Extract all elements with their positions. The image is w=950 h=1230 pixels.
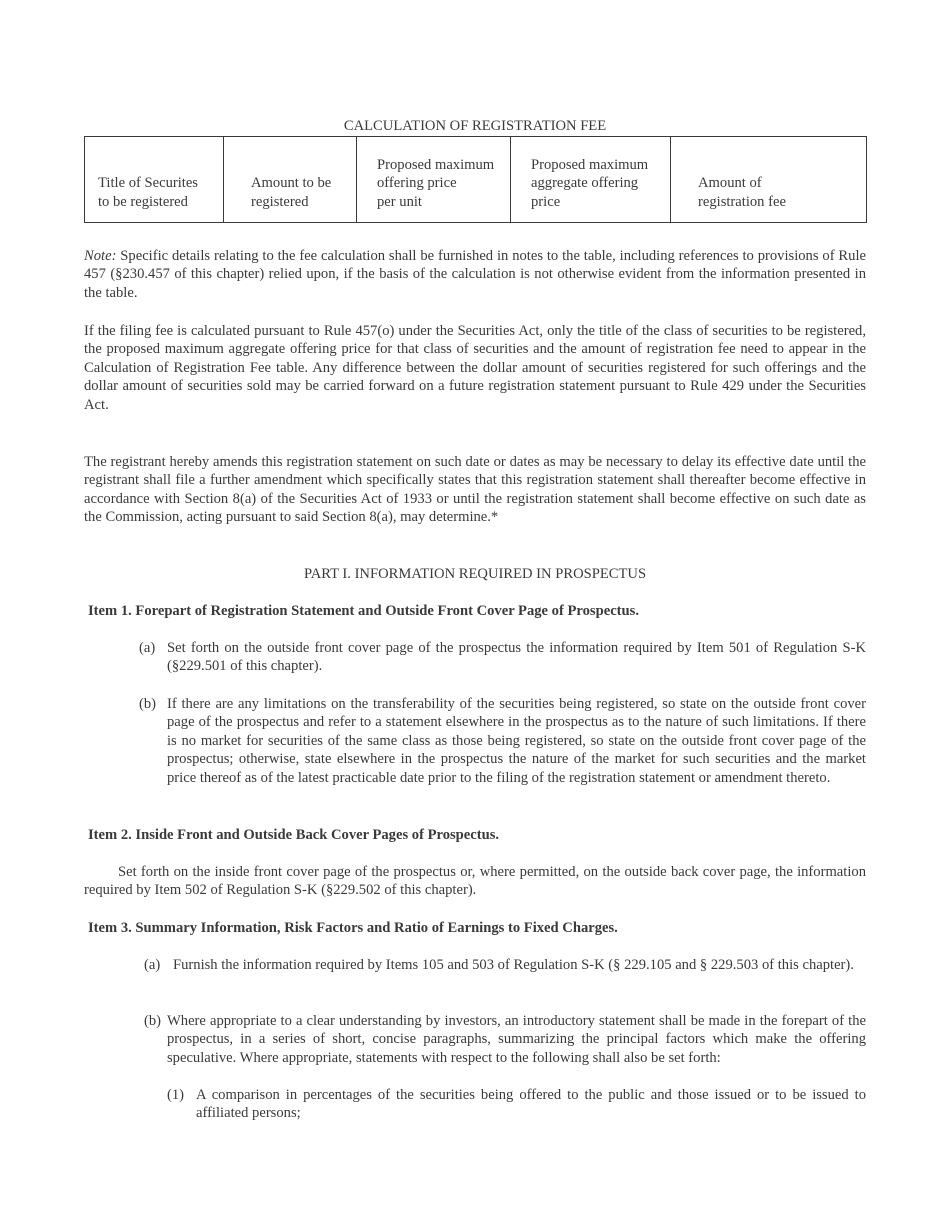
table-header-row (85, 137, 867, 223)
item3-a-text: Furnish the information required by Items 105 and 503 of Regulation S-K (§ 229.105 and § 229.503 of this chapter). (173, 957, 854, 973)
item2-heading: Item 2. Inside Front and Outside Back Cover Pages of Prospectus. (88, 827, 500, 843)
item1-b (84, 695, 866, 810)
item1-b-text: If there are any limitations on the transferability of the securities being registered, so state on the outside front cover page of the prospectus and refer to a statement elsewhere in the prospectus as to the nature of such limitations. If there is no market for securities of the same class as those being registered, so state on the outside front cover page of the prospectus; otherwise, state elsewhere in the prospectus the nature of the market for such securities and the market price thereof as of the latest practicable date prior to the filing of the registration statement or amendment thereto. (167, 696, 866, 786)
item3-b1 (84, 1086, 866, 1126)
item1-a (84, 639, 866, 679)
header-cell-title: Title of Securites to be registered (85, 137, 224, 223)
item3-b-label: (b) (144, 1013, 162, 1029)
item1-b-label: (b) (139, 696, 157, 712)
item2-text: Set forth on the inside front cover page of the prospectus or, where permitted, on the outside back cover page, the information required by Item 502 of Regulation S-K (§229.502 of this chapter). (84, 864, 866, 899)
fee-table-caption: CALCULATION OF REGISTRATION FEE (343, 118, 607, 134)
header-cell-amount: Amount to be registered (224, 137, 357, 223)
item3-heading: Item 3. Summary Information, Risk Factors and Ratio of Earnings to Fixed Charges. (88, 920, 618, 936)
part-heading: PART I. INFORMATION REQUIRED IN PROSPECTUS (303, 566, 647, 582)
note-label: Note: (84, 248, 117, 264)
registration-fee-table (84, 136, 867, 223)
note-text: Specific details relating to the fee calculation shall be furnished in notes to the table, including references to provisions of Rule 457 (§230.457 of this chapter) relied upon, if the basis of the calculation is not otherwise evident from the information presented in the table. (84, 248, 866, 301)
filing-fee-paragraph: If the filing fee is calculated pursuant to Rule 457(o) under the Securities Act, only the title of the class of securities to be registered, the proposed maximum aggregate offering price for that class of securities and the amount of registration fee need to appear in the Calculation of Registration Fee table. Any difference between the dollar amount of securities registered for such offerings and the dollar amount of securities sold may be carried forward on a future registration statement pursuant to Rule 429 under the Securities Act. (84, 323, 866, 413)
header-cell-fee: Amount of registration fee (671, 137, 867, 223)
item3-a-label: (a) (144, 957, 161, 973)
header-cell-aggregate-price: Proposed maximum aggregate offering price (511, 137, 671, 223)
item3-a (84, 956, 866, 996)
item1-heading: Item 1. Forepart of Registration Statement and Outside Front Cover Page of Prospectus. (88, 603, 639, 619)
item3-b-text: Where appropriate to a clear understanding by investors, an introductory statement shall be made in the forepart of the prospectus, in a series of short, concise paragraphs, summarizing the principal factors which make the offering speculative. Where appropriate, statements with respect to the following shall also be set forth: (167, 1013, 866, 1066)
item3-b1-label: (1) (167, 1087, 185, 1103)
item3-b (84, 1012, 866, 1072)
item3-b1-text: A comparison in percentages of the securities being offered to the public and those issued or to be issued to affiliated persons; (196, 1087, 866, 1122)
note-paragraph (84, 247, 866, 302)
item1-a-text: Set forth on the outside front cover page of the prospectus the information required by Item 501 of Regulation S-K (§229.501 of this chapter). (167, 640, 866, 675)
amendment-paragraph: The registrant hereby amends this registration statement on such date or dates as may be necessary to delay its effective date until the registrant shall file a further amendment which specifically states that this registration statement shall thereafter become effective in accordance with Section 8(a) of the Securities Act of 1933 or until the registration statement shall become effective on such date as the Commission, acting pursuant to said Section 8(a), may determine.* (84, 454, 866, 526)
item1-a-label: (a) (139, 640, 156, 656)
header-cell-max-price: Proposed maximum offering price per unit (357, 137, 511, 223)
